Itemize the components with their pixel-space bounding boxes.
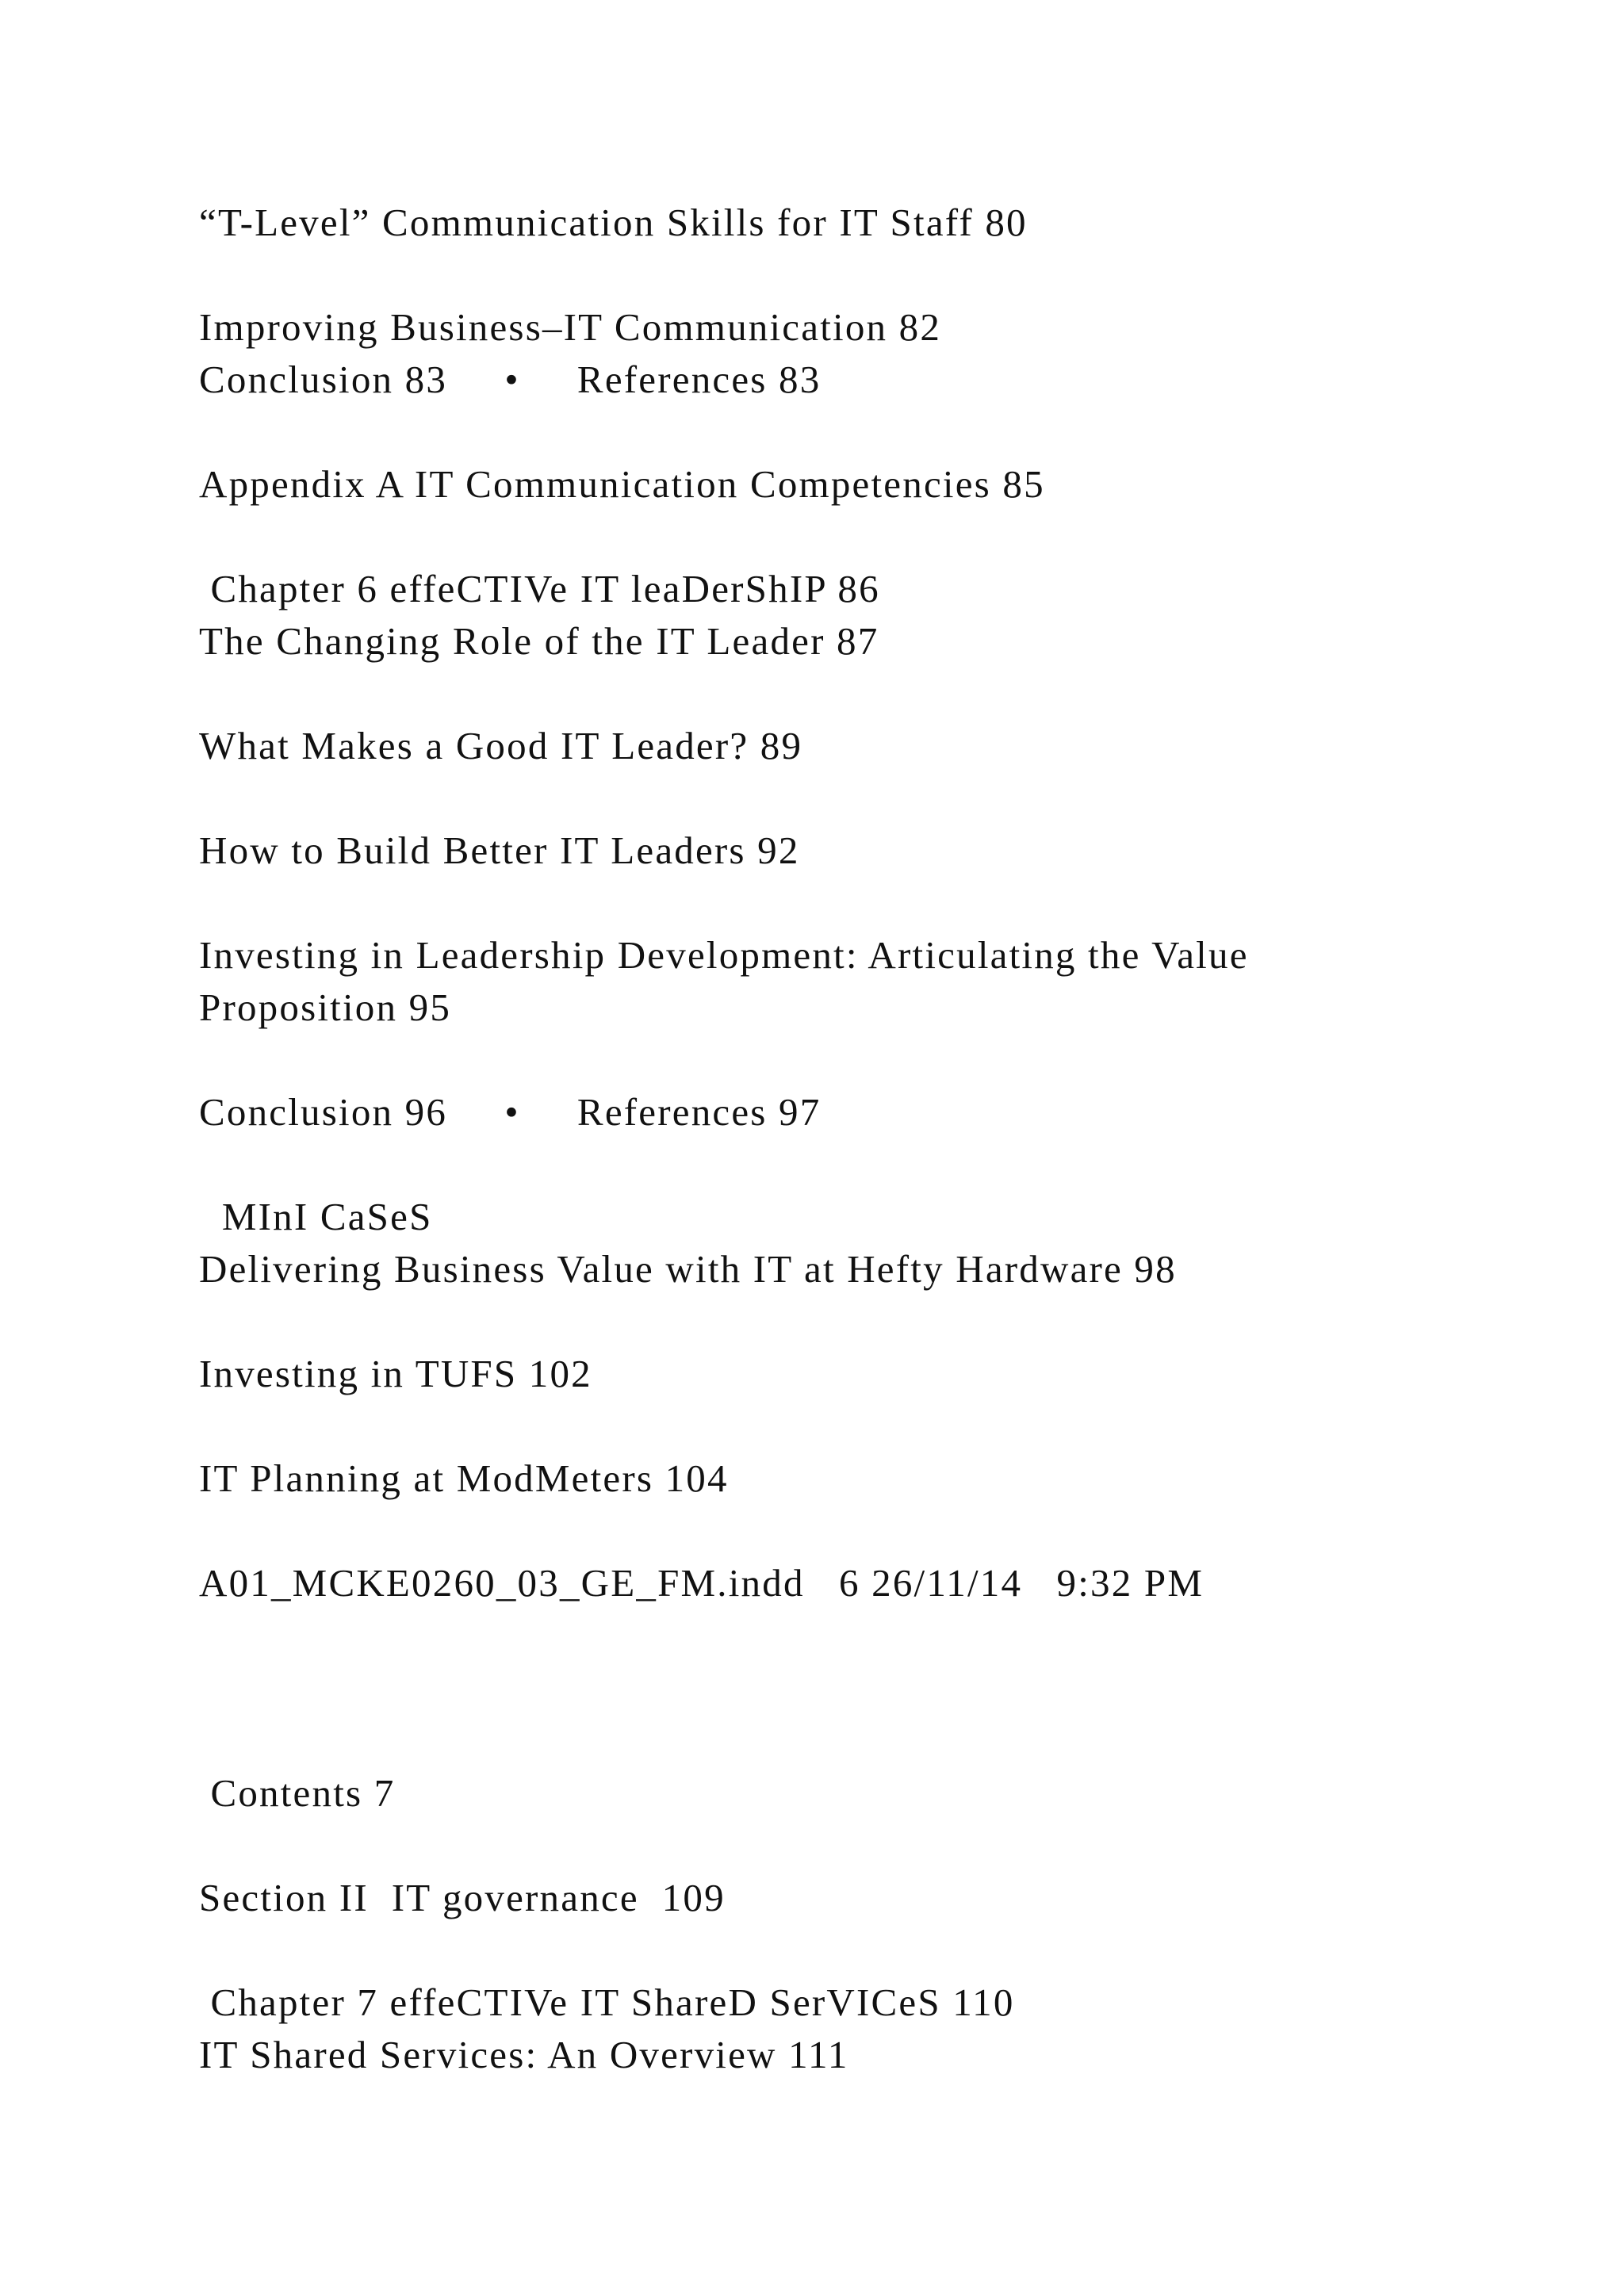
toc-entry-conclusion-references-83: Conclusion 83 • References 83 [199,358,822,401]
toc-entry-investing-leadership-line2: Proposition 95 [199,985,452,1029]
toc-entry-appendix-a: Appendix A IT Communication Competencies 85 [199,462,1045,506]
toc-entry-conclusion-references-96: Conclusion 96 • References 97 [199,1090,822,1134]
contents-page-header: Contents 7 [199,1771,396,1815]
chapter-6-heading: Chapter 6 effeCTIVe IT leaDerShIP 86 [199,567,880,610]
toc-entry-shared-services-overview: IT Shared Services: An Overview 111 [199,2033,849,2076]
section-ii-heading: Section II IT governance 109 [199,1876,726,1919]
toc-entry-hefty-hardware: Delivering Business Value with IT at Hefty Hardware 98 [199,1247,1177,1291]
toc-entry-it-planning-modmeters: IT Planning at ModMeters 104 [199,1456,729,1500]
mini-cases-heading: MInI CaSeS [199,1195,433,1238]
toc-entry-t-level-communication: “T-Level” Communication Skills for IT Staff 80 [199,201,1028,244]
toc-entry-good-it-leader: What Makes a Good IT Leader? 89 [199,724,803,767]
toc-entry-investing-leadership-line1: Investing in Leadership Development: Articulating the Value [199,933,1249,977]
toc-entry-build-better-leaders: How to Build Better IT Leaders 92 [199,828,800,872]
print-slug-footer: A01_MCKE0260_03_GE_FM.indd 6 26/11/14 9:32 PM [199,1561,1205,1605]
toc-entry-improving-business-it: Improving Business–IT Communication 82 [199,305,942,349]
toc-entry-investing-tufs: Investing in TUFS 102 [199,1352,592,1395]
chapter-7-heading: Chapter 7 effeCTIVe IT ShareD SerVICeS 110 [199,1980,1015,2024]
toc-entry-changing-role: The Changing Role of the IT Leader 87 [199,619,879,663]
